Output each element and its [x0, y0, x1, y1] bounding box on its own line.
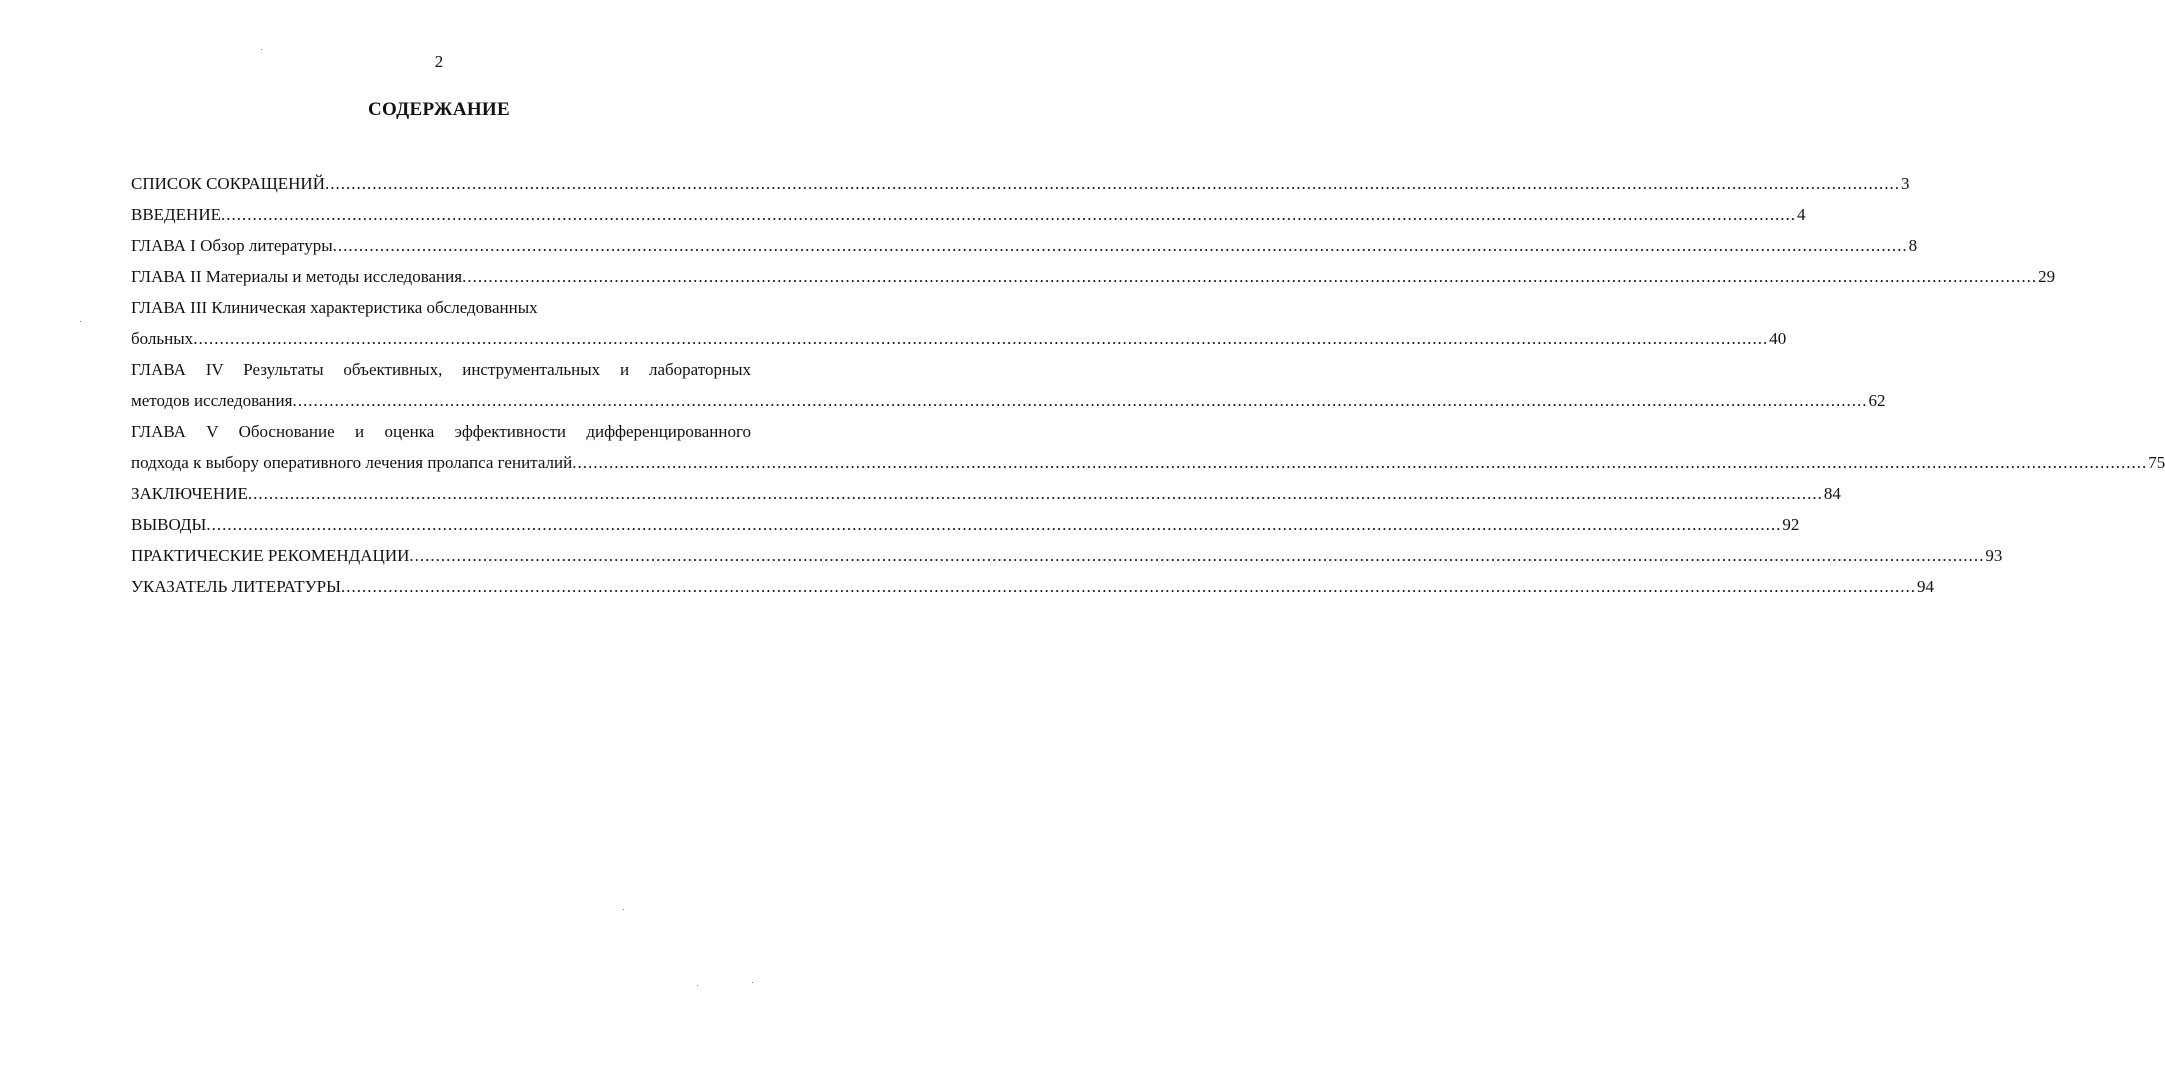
toc-entry-page: 29	[2038, 267, 2056, 286]
toc-entry-page: 4	[1796, 205, 1806, 224]
toc-dot-leader: ............................................................................................................................................................................................................................................................................................................	[220, 205, 1796, 224]
toc-entry-page: 40	[1769, 329, 1787, 348]
page-title: СОДЕРЖАНИЕ	[368, 99, 510, 120]
toc-entry	[131, 513, 1800, 537]
toc-entry	[131, 265, 2056, 289]
toc-dot-leader: ............................................................................................................................................................................................................................................................................................................	[324, 174, 1900, 193]
toc-dot-leader: ............................................................................................................................................................................................................................................................................................................	[193, 329, 1769, 348]
scan-speck	[623, 909, 624, 910]
toc-entry-title: ГЛАВА V Обоснование и оценка эффективности дифференцированного	[131, 422, 751, 441]
toc-dot-leader: ............................................................................................................................................................................................................................................................................................................	[247, 484, 1823, 503]
toc-entry-page: 62	[1868, 391, 1886, 410]
toc-entry-title: ЗАКЛЮЧЕНИЕ	[131, 484, 248, 503]
toc-entry-line2	[131, 327, 1787, 351]
scan-speck	[697, 985, 698, 986]
toc-dot-leader: ............................................................................................................................................................................................................................................................................................................	[572, 453, 2148, 472]
toc-entry-title-cont: подхода к выбору оперативного лечения пролапса гениталий	[131, 453, 573, 472]
toc-entry-line1	[131, 358, 751, 382]
toc-entry-page: 92	[1782, 515, 1800, 534]
toc-entry	[131, 203, 1806, 227]
toc-dot-leader: ............................................................................................................................................................................................................................................................................................................	[409, 546, 1985, 565]
toc-entry-line2	[131, 451, 2165, 475]
toc-entry	[131, 482, 1841, 506]
toc-entry	[131, 234, 1918, 258]
toc-entry-line1	[131, 420, 751, 444]
toc-entry-title: ГЛАВА II Материалы и методы исследования	[131, 267, 463, 286]
toc-dot-leader: ............................................................................................................................................................................................................................................................................................................	[292, 391, 1868, 410]
toc-entry-page: 3	[1900, 174, 1910, 193]
toc-entry-page: 93	[1985, 546, 2003, 565]
toc-entry-title: УКАЗАТЕЛЬ ЛИТЕРАТУРЫ	[131, 577, 341, 596]
toc-entry-page: 94	[1916, 577, 1934, 596]
toc-dot-leader: ............................................................................................................................................................................................................................................................................................................	[462, 267, 2038, 286]
scan-speck	[752, 982, 753, 983]
scan-speck	[261, 49, 262, 50]
toc-dot-leader: ............................................................................................................................................................................................................................................................................................................	[340, 577, 1916, 596]
toc-entry-title: ПРАКТИЧЕСКИЕ РЕКОМЕНДАЦИИ	[131, 546, 410, 565]
toc-entry-line2	[131, 389, 1886, 413]
toc-entry-title-cont: методов исследования	[131, 391, 293, 410]
toc-entry-title: ВЫВОДЫ	[131, 515, 207, 534]
toc-entry-title: ВВЕДЕНИЕ	[131, 205, 221, 224]
toc-entry-page: 84	[1823, 484, 1841, 503]
toc-dot-leader: ............................................................................................................................................................................................................................................................................................................	[206, 515, 1782, 534]
toc-entry-title-cont: больных	[131, 329, 194, 348]
toc-entry	[131, 575, 1934, 599]
toc-entry-title: ГЛАВА III Клиническая характеристика обследованных	[131, 298, 538, 317]
toc-entry	[131, 544, 2003, 568]
page-number: 2	[434, 52, 444, 71]
toc-entry-page: 8	[1908, 236, 1918, 255]
toc-entry-title: ГЛАВА IV Результаты объективных, инструментальных и лабораторных	[131, 360, 751, 379]
scan-speck	[80, 321, 81, 322]
toc-entry	[131, 172, 1910, 196]
toc-entry-line1	[131, 296, 751, 320]
toc-entry-page: 75	[2148, 453, 2165, 472]
toc-entry-title: ГЛАВА I Обзор литературы	[131, 236, 333, 255]
toc-dot-leader: ............................................................................................................................................................................................................................................................................................................	[332, 236, 1908, 255]
toc-entry-title: СПИСОК СОКРАЩЕНИЙ	[131, 174, 325, 193]
